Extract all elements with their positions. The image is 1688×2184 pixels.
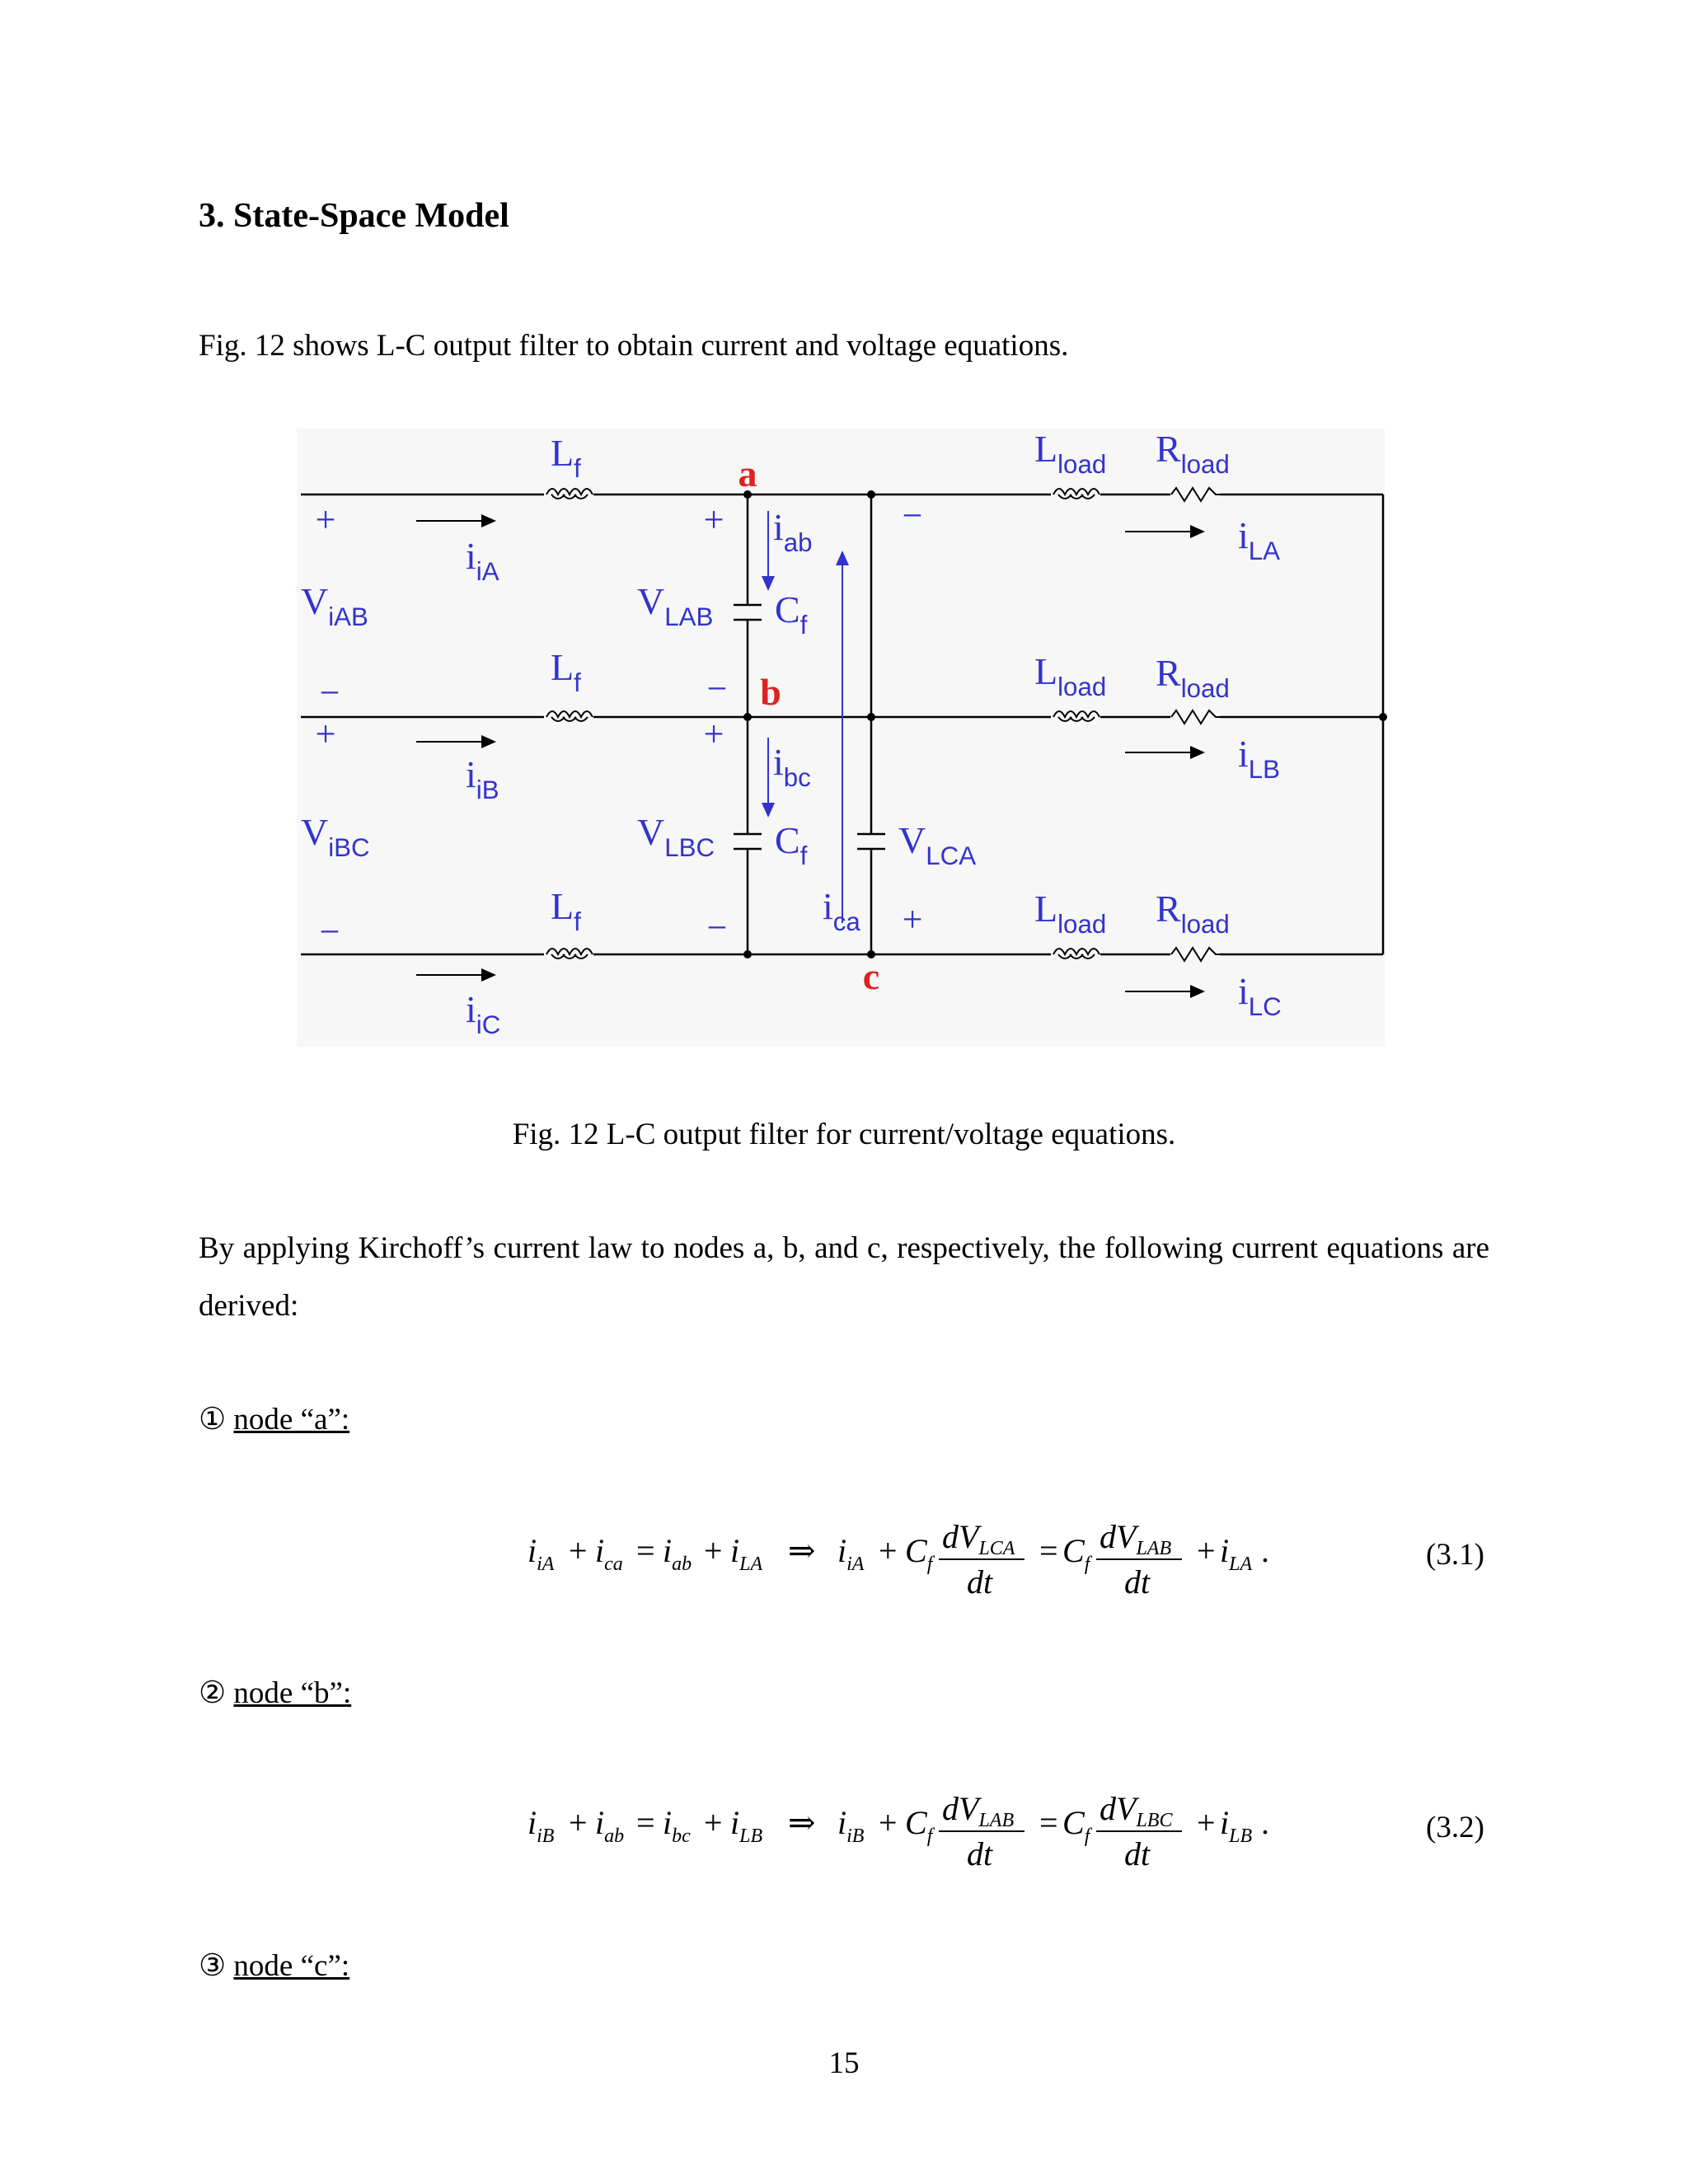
- eq1-term: $i_{ab}$: [663, 1532, 692, 1575]
- eq1-term: $i_{LA}$: [1220, 1532, 1253, 1575]
- svg-text:dt: dt: [967, 1835, 993, 1871]
- svg-text:dt: dt: [967, 1563, 993, 1599]
- eq1-period: .: [1261, 1532, 1269, 1569]
- svg-text:dVLAB: $dV_{LAB}$: [1100, 1518, 1172, 1559]
- svg-text:dVLCA: $dV_{LCA}$: [942, 1518, 1015, 1559]
- node-a-heading: [199, 1401, 349, 1437]
- node-c-label: node “c”:: [233, 1949, 350, 1983]
- eq2-operator: +: [879, 1804, 898, 1841]
- capacitor-voltage-lab: $V_{LAB}$: [637, 580, 714, 631]
- source-voltage-ibc: $V_{iBC}$: [301, 811, 370, 862]
- load-inductor-label: $L_{load}$: [1034, 888, 1107, 939]
- input-current-ia: $i_{iA}$: [466, 535, 499, 586]
- eq1-term: $i_{LA}$: [730, 1532, 763, 1575]
- eq1-operator: +: [704, 1532, 723, 1569]
- minus-sign: −: [319, 673, 340, 713]
- minus-sign: −: [319, 912, 340, 952]
- plus-sign: +: [703, 499, 724, 540]
- section-title: 3. State-Space Model: [199, 197, 509, 235]
- eq2-period: .: [1261, 1804, 1269, 1841]
- circled-one: ①: [199, 1403, 227, 1436]
- plus-sign: +: [703, 714, 724, 754]
- capacitor-voltage-lca: $V_{LCA}$: [898, 819, 977, 870]
- eq1-operator: =: [636, 1532, 655, 1569]
- node-b-label: node “b”:: [233, 1676, 352, 1710]
- node-label-b: b: [760, 671, 781, 713]
- eq2-fraction-2: [1096, 1790, 1182, 1871]
- node-a-label: node “a”:: [233, 1403, 350, 1436]
- page-number: 15: [828, 2046, 860, 2080]
- eq2-implies: ⇒: [788, 1804, 816, 1841]
- node-c-heading: [199, 1947, 349, 1984]
- filter-capacitor-label: $C_f$: [775, 588, 808, 640]
- eq1-cf: $C_f$: [1062, 1532, 1090, 1575]
- svg-text:dVLAB: $dV_{LAB}$: [942, 1790, 1015, 1831]
- minus-sign: −: [706, 907, 728, 948]
- filter-capacitor-label: $C_f$: [775, 819, 808, 870]
- eq1-fraction-1: [939, 1518, 1025, 1599]
- eq2-term: $i_{LB}$: [1220, 1804, 1253, 1847]
- eq1-term: $i_{iA}$: [837, 1532, 865, 1575]
- equation-3-1: [495, 1508, 1319, 1599]
- equation-3-2: [495, 1780, 1319, 1871]
- filter-inductor-label: $L_f$: [551, 885, 581, 936]
- node-b-heading: [199, 1675, 351, 1711]
- load-resistor-label: $R_{load}$: [1156, 428, 1230, 479]
- capacitor-current-ab: $i_{ab}$: [773, 506, 813, 557]
- eq2-term: $i_{ab}$: [595, 1804, 625, 1847]
- eq1-operator: +: [569, 1532, 588, 1569]
- eq2-cf: $C_f$: [905, 1804, 933, 1847]
- eq1-term: $i_{iA}$: [528, 1532, 555, 1575]
- eq1-cf: $C_f$: [905, 1532, 933, 1575]
- eq2-term: $i_{bc}$: [663, 1804, 691, 1847]
- input-current-ic: $i_{iC}$: [466, 988, 501, 1039]
- load-inductor-label: $L_{load}$: [1034, 650, 1107, 701]
- capacitor-current-bc: $i_{bc}$: [773, 741, 811, 792]
- node-label-c: c: [862, 955, 880, 997]
- eq2-term: $i_{iB}$: [528, 1804, 555, 1847]
- eq1-operator: +: [879, 1532, 898, 1569]
- eq2-term: $i_{iB}$: [837, 1804, 865, 1847]
- eq1-fraction-2: [1096, 1518, 1182, 1599]
- plus-sign: +: [315, 499, 336, 540]
- equation-number-3-1: (3.1): [1426, 1538, 1484, 1572]
- filter-inductor-label: $L_f$: [551, 646, 581, 697]
- svg-text:dVLBC: $dV_{LBC}$: [1100, 1790, 1173, 1831]
- figure-caption: Fig. 12 L-C output filter for current/voltage equations.: [512, 1118, 1176, 1151]
- plus-sign: +: [902, 899, 923, 940]
- equation-number-3-2: (3.2): [1426, 1811, 1484, 1844]
- intro-paragraph: Fig. 12 shows L-C output filter to obtain current and voltage equations.: [199, 329, 1069, 363]
- capacitor-current-ca: $i_{ca}$: [823, 885, 860, 936]
- eq1-operator: =: [1039, 1532, 1058, 1569]
- load-current-la: $i_{LA}$: [1238, 514, 1281, 565]
- eq2-operator: +: [1197, 1804, 1216, 1841]
- source-voltage-iab: $V_{iAB}$: [301, 580, 368, 631]
- eq2-operator: =: [636, 1804, 655, 1841]
- load-resistor-label: $R_{load}$: [1156, 652, 1230, 703]
- svg-text:dt: dt: [1124, 1563, 1151, 1599]
- circled-two: ②: [199, 1676, 227, 1710]
- minus-sign: −: [902, 495, 923, 536]
- node-label-a: a: [738, 452, 757, 494]
- eq2-operator: +: [569, 1804, 588, 1841]
- eq2-fraction-1: [939, 1790, 1025, 1871]
- input-current-ib: $i_{iB}$: [466, 753, 499, 804]
- eq2-operator: =: [1039, 1804, 1058, 1841]
- load-resistor-label: $R_{load}$: [1156, 888, 1230, 939]
- plus-sign: +: [315, 714, 336, 754]
- eq2-operator: +: [704, 1804, 723, 1841]
- eq1-operator: +: [1197, 1532, 1216, 1569]
- load-inductor-label: $L_{load}$: [1034, 428, 1107, 479]
- svg-text:dt: dt: [1124, 1835, 1151, 1871]
- eq2-cf: $C_f$: [1062, 1804, 1090, 1847]
- eq2-term: $i_{LB}$: [730, 1804, 763, 1847]
- load-current-lc: $i_{LC}$: [1238, 970, 1282, 1021]
- kcl-paragraph: By applying Kirchoff’s current law to nodes a, b, and c, respectively, the following current equations are derived:: [199, 1231, 1489, 1323]
- eq1-term: $i_{ca}$: [595, 1532, 623, 1575]
- load-current-lb: $i_{LB}$: [1238, 733, 1281, 784]
- capacitor-voltage-lbc: $V_{LBC}$: [637, 811, 715, 862]
- minus-sign: −: [706, 668, 728, 709]
- eq1-implies: ⇒: [788, 1532, 816, 1569]
- filter-inductor-label: $L_f$: [551, 432, 581, 483]
- circled-three: ③: [199, 1949, 227, 1983]
